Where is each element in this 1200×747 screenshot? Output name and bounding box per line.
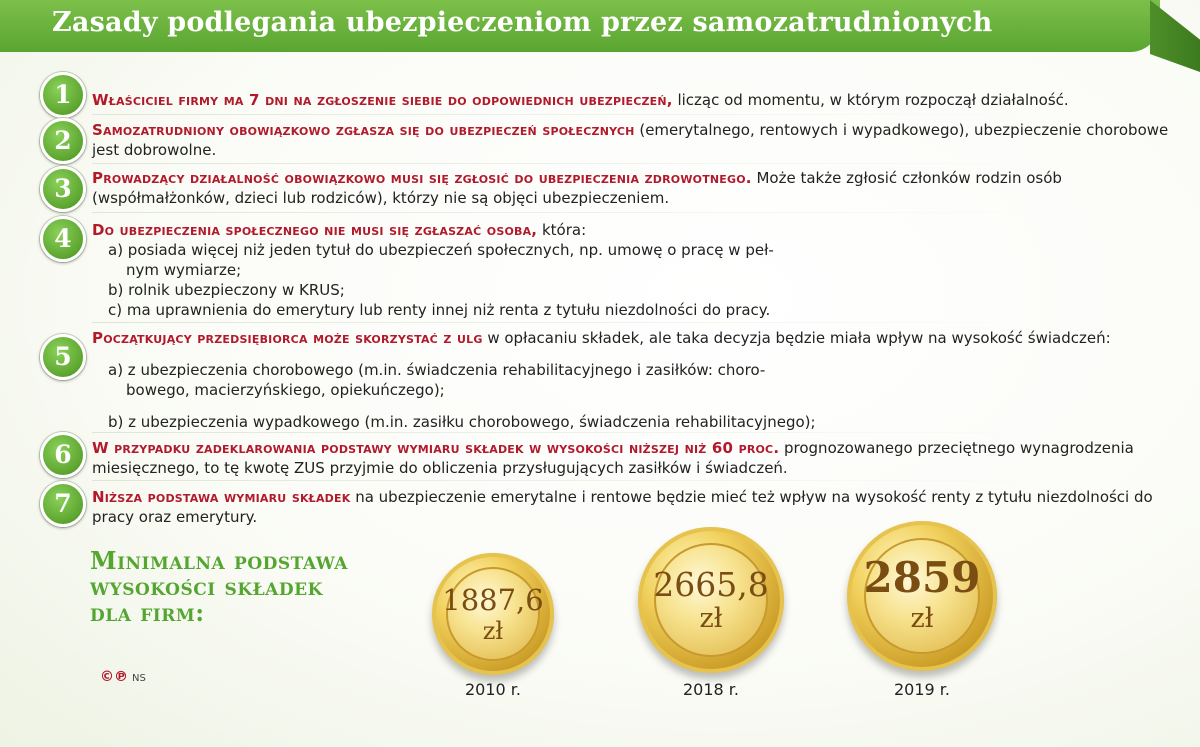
rule-subpoint-a-cont: bowego, macierzyńskiego, opiekuńczego); — [126, 381, 445, 399]
rule-number-badge: 6 — [40, 432, 86, 478]
rule-number-badge: 5 — [40, 334, 86, 380]
coin-year: 2018 r. — [683, 680, 739, 699]
source-label: NS — [132, 673, 146, 684]
rule-number-badge: 7 — [40, 481, 86, 527]
separator — [92, 322, 1072, 323]
rule-body: która: — [537, 221, 587, 239]
rule-number-badge: 3 — [40, 166, 86, 212]
rule-subpoint-a-cont: nym wymiarze; — [126, 261, 242, 279]
rule-text — [92, 90, 1182, 110]
rule-text — [92, 168, 1182, 208]
rule-subpoint-a: a) posiada więcej niż jeden tytuł do ubezpieczeń społecznych, np. umowę o pracę w peł- — [108, 241, 774, 259]
coin-value: 2665,8 — [653, 565, 769, 604]
copyright-mark — [100, 669, 146, 685]
rule-body: w opłacaniu składek, ale taka decyzja będzie miała wpływ na wysokość świadczeń: — [482, 329, 1111, 347]
rule-body: Może także zgłosić członków rodzin osób (współmałżonków, dzieci lub rodziców), którzy nie są objęci ubezpieczeniem. — [92, 169, 1062, 207]
rule-highlight: Do ubezpieczenia społecznego nie musi się zgłaszać osoba, — [92, 221, 538, 239]
coin-2019 — [847, 521, 997, 671]
rule-body: na ubezpieczenie emerytalne i rentowe będzie mieć też wpływ na wysokość renty z tytułu niezdolności do pracy oraz emerytury. — [92, 488, 1153, 526]
rule-text — [92, 438, 1182, 478]
rule-subpoint-b: b) rolnik ubezpieczony w KRUS; — [108, 281, 345, 299]
rule-highlight: W przypadku zadeklarowania podstawy wymiaru składek w wysokości niższej niż 60 proc. — [92, 439, 780, 457]
rule-highlight: Niższa podstawa wymiaru składek — [92, 488, 351, 506]
coin-unit: zł — [699, 603, 723, 634]
coin-2018 — [638, 527, 784, 673]
separator — [92, 432, 1072, 433]
coin-value: 1887,6 — [442, 583, 544, 617]
rule-highlight: Prowadzący działalność obowiązkowo musi się zgłosić do ubezpieczenia zdrowotnego. — [92, 169, 752, 187]
rule-number-badge: 4 — [40, 216, 86, 262]
rule-subpoint-a: a) z ubezpieczenia chorobowego (m.in. świadczenia rehabilitacyjnego i zasiłków: choro- — [108, 361, 766, 379]
rule-text — [92, 120, 1182, 160]
header-banner — [0, 0, 1160, 52]
separator — [92, 163, 1072, 164]
coin-year: 2019 r. — [894, 680, 950, 699]
rule-body: prognozowanego przeciętnego wynagrodzenia miesięcznego, to tę kwotę ZUS przyjmie do obliczenia przysługujących zasiłków i świadczeń. — [92, 439, 1134, 477]
rule-highlight: Początkujący przedsiębiorca może skorzystać z ulg — [92, 329, 483, 347]
rule-text — [92, 328, 1182, 432]
rule-body: licząc od momentu, w którym rozpoczął działalność. — [672, 91, 1069, 109]
coin-unit: zł — [910, 603, 934, 634]
rule-text — [92, 220, 812, 320]
rule-number-badge: 1 — [40, 72, 86, 118]
minimum-base-title: Minimalna podstawa wysokości składek dla firm: — [90, 546, 348, 627]
rule-highlight: Samozatrudniony obowiązkowo zgłasza się do ubezpieczeń społecznych — [92, 121, 635, 139]
coin-unit: zł — [482, 617, 504, 645]
rule-body: (emerytalnego, rentowych i wypadkowego), ubezpieczenie chorobowe jest dobrowolne. — [92, 121, 1169, 159]
rule-text — [92, 487, 1182, 527]
rule-number-badge: 2 — [40, 118, 86, 164]
header-fold-decoration — [1150, 0, 1200, 72]
coin-value: 2859 — [863, 553, 981, 602]
rule-subpoint-b: b) z ubezpieczenia wypadkowego (m.in. zasiłku chorobowego, świadczenia rehabilitacyjnego); — [108, 413, 816, 431]
page-title: Zasady podlegania ubezpieczeniom przez samozatrudnionych — [52, 7, 993, 38]
copyright-icon: ©℗ — [100, 669, 128, 685]
rule-highlight: Właściciel firmy ma 7 dni na zgłoszenie siebie do odpowiednich ubezpieczeń, — [92, 91, 673, 109]
separator — [92, 480, 1072, 481]
coin-2010 — [432, 553, 554, 675]
rule-subpoint-c: c) ma uprawnienia do emerytury lub renty innej niż renta z tytułu niezdolności do pracy. — [108, 301, 771, 319]
separator — [92, 114, 1072, 115]
separator — [92, 212, 1072, 213]
coin-year: 2010 r. — [465, 680, 521, 699]
